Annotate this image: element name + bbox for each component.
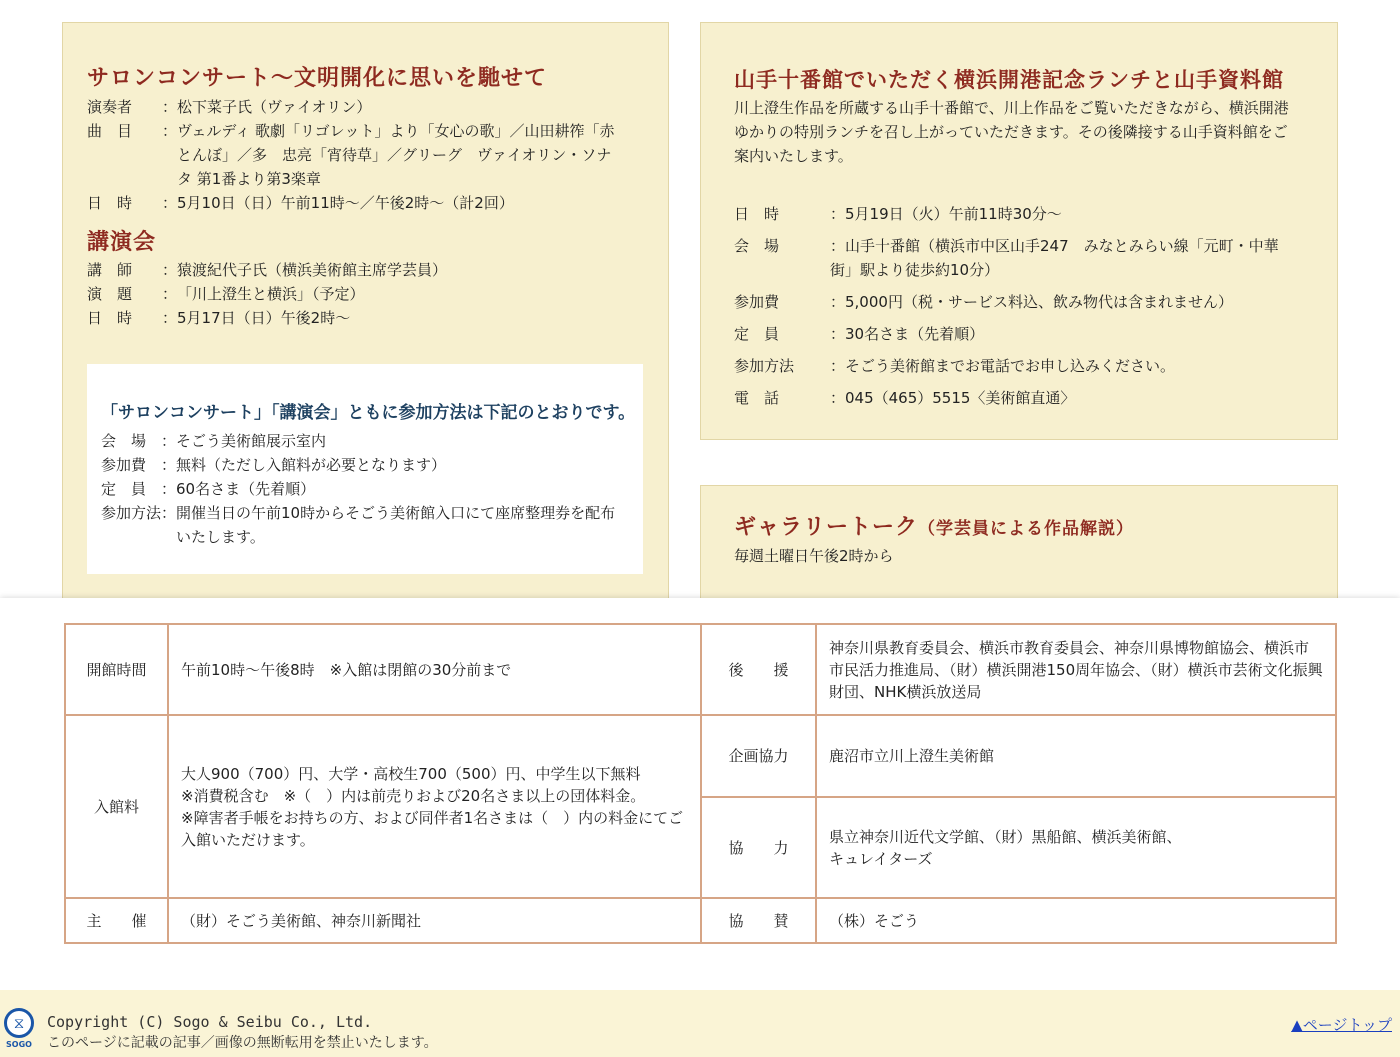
- events-panel: [62, 22, 669, 622]
- gallery-talk-text: 毎週土曜日午後2時から: [734, 547, 894, 566]
- notice-row: 参加方法： 開催当日の午前10時からそごう美術館入口にて座席整理券を配布いたします。: [101, 504, 616, 546]
- logo-text: SOGO: [6, 1040, 32, 1049]
- lunch-row: 日 時 ：5月19日（火）午前11時30分〜: [734, 205, 1062, 224]
- lecture-row: 演 題 ： 「川上澄生と横浜」（予定）: [87, 284, 365, 303]
- salon-row: 曲 目 ： ヴェルディ 歌劇「リゴレット」より「女心の歌」／山田耕筰「赤とんぼ」／多 忠亮「宵待草」／グリーグ ヴァイオリン・ソナタ 第1番より第3楽章: [87, 122, 615, 189]
- hours-value: 午前10時〜午後8時 ※入館は閉館の30分前まで: [168, 624, 701, 715]
- copyright: [47, 1012, 438, 1054]
- sogo-logo-icon: ⧖: [4, 1008, 34, 1038]
- notice-row: 定 員 ： 60名さま（先着順）: [101, 480, 316, 498]
- copyright-notice: このページに記載の記事／画像の無断転用を禁止いたします。: [47, 1035, 438, 1051]
- notice-row: 参加費 ： 無料（ただし入館料が必要となります）: [101, 456, 447, 474]
- table-row: [65, 624, 1336, 715]
- planning-value: 鹿沼市立川上澄生美術館: [816, 715, 1336, 797]
- organizer-value: （財）そごう美術館、神奈川新聞社: [168, 898, 701, 943]
- info-section: [0, 598, 1400, 990]
- info-table: [64, 623, 1337, 944]
- notice-row: 会 場 ： そごう美術館展示室内: [101, 432, 327, 450]
- lunch-row: 参加費 ：5,000円（税・サービス料込、飲み物代は含まれません）: [734, 293, 1233, 312]
- organizer-label: 主 催: [65, 898, 168, 943]
- admission-value: 大人900（700）円、大学・高校生700（500）円、中学生以下無料 ※消費税含む ※（ ）内は前売りおよび20名さま以上の団体料金。 ※障害者手帳をお持ちの方、および同伴者1名さまは（ ）内の料金にてご入館いただけます。: [168, 715, 701, 898]
- lunch-row: 参加方法 ：そごう美術館までお電話でお申し込みください。: [734, 357, 1176, 376]
- footer: [0, 990, 1400, 1057]
- page-top-link[interactable]: ▲ページトップ: [1291, 1016, 1392, 1034]
- cooperation-value: 県立神奈川近代文学館、（財）黒船館、横浜美術館、 キュレイターズ: [816, 797, 1336, 898]
- salon-row: 演奏者 ： 松下菜子氏（ヴァイオリン）: [87, 98, 372, 117]
- participation-notice: [87, 364, 643, 574]
- lunch-row: 電 話 ：045（465）5515〈美術館直通〉: [734, 389, 1076, 408]
- lunch-description: 川上澄生作品を所蔵する山手十番館で、川上作品をご覧いただきながら、横浜開港ゆかりの特別ランチを召し上がっていただきます。その後隣接する山手資料館をご案内いたします。: [734, 99, 1289, 166]
- sponsor-value: （株）そごう: [816, 898, 1336, 943]
- sponsor-label: 協 賛: [701, 898, 816, 943]
- support-value: 神奈川県教育委員会、横浜市教育委員会、神奈川県博物館協会、横浜市市民活力推進局、（財）横浜開港150周年協会、（財）横浜市芸術文化振興財団、NHK横浜放送局: [816, 624, 1336, 715]
- notice-heading: 「サロンコンサート」「講演会」ともに参加方法は下記のとおりです。: [101, 403, 636, 423]
- lecture-row: 日 時 ： 5月17日（日）午後2時〜: [87, 308, 351, 327]
- lecture-row: 講 師 ： 猿渡紀代子氏（横浜美術館主席学芸員）: [87, 260, 448, 279]
- lunch-panel: [700, 22, 1338, 440]
- hours-label: 開館時間: [65, 624, 168, 715]
- planning-label: 企画協力: [701, 715, 816, 797]
- lunch-row: 会 場 ：山手十番館（横浜市中区山手247 みなとみらい線「元町・中華街」駅より徒歩約10分）: [734, 237, 1279, 280]
- table-row: [65, 715, 1336, 797]
- copyright-text: Copyright (C) Sogo & Seibu Co., Ltd.: [47, 1013, 373, 1031]
- lunch-row: 定 員 ：30名さま（先着順）: [734, 325, 985, 344]
- salon-concert-title: サロンコンサート〜文明開化に思いを馳せて: [87, 65, 548, 91]
- lunch-title: 山手十番館でいただく横浜開港記念ランチと山手資料館: [734, 67, 1284, 92]
- salon-row: 日 時 ： 5月10日（日）午前11時〜／午後2時〜（計2回）: [87, 194, 514, 213]
- lecture-title: 講演会: [87, 229, 157, 256]
- cooperation-label: 協 力: [701, 797, 816, 898]
- admission-label: 入館料: [65, 715, 168, 898]
- support-label: 後 援: [701, 624, 816, 715]
- table-row: [65, 898, 1336, 943]
- gallery-talk-title: ギャラリートーク（学芸員による作品解説）: [734, 514, 1135, 540]
